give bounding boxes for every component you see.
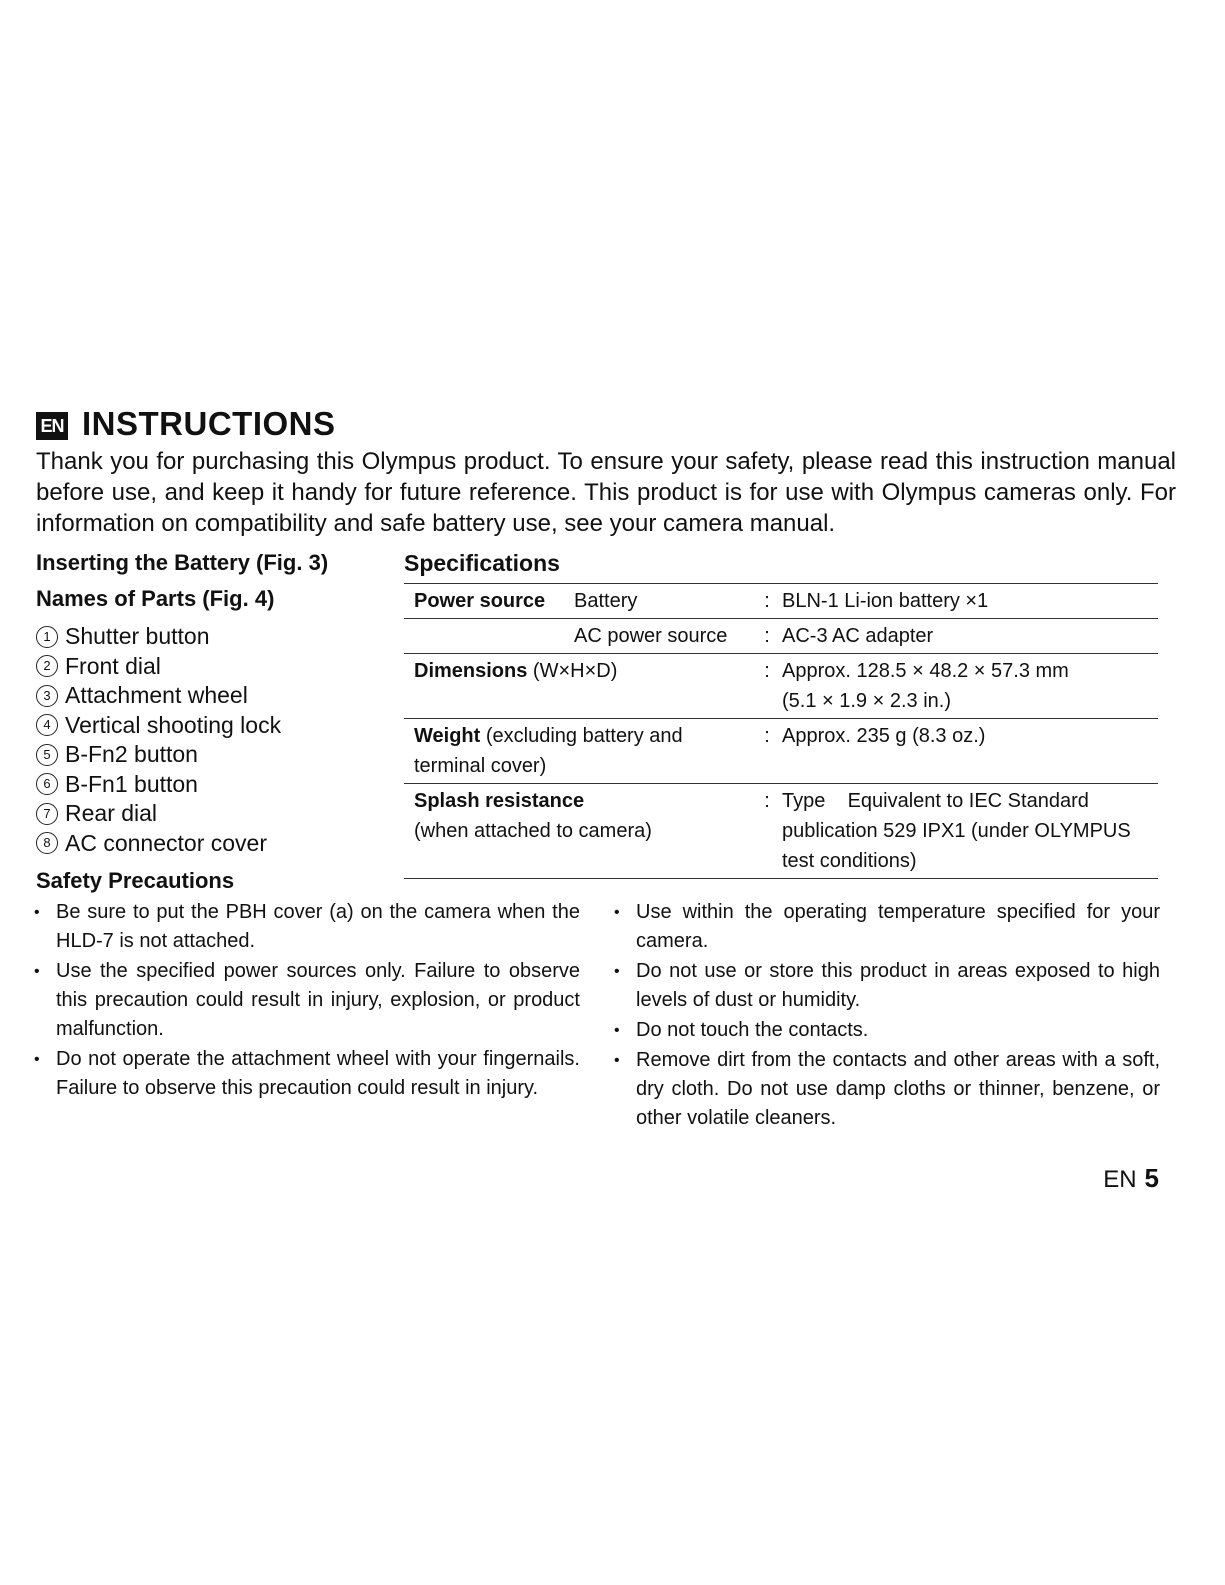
- list-item: • Do not touch the contacts.: [614, 1016, 1160, 1045]
- list-item: 1 Shutter button: [36, 622, 396, 652]
- intro-paragraph: Thank you for purchasing this Olympus product. To ensure your safety, please read this instruction manual before use, and keep it handy for future reference. This product is for use with Olympus cameras only. For information on compatibility and safe battery use, see your camera manual.: [36, 448, 1176, 537]
- specifications-section: [404, 550, 1158, 879]
- safety-list-right: [614, 898, 1160, 1134]
- number-7-icon: 7: [36, 803, 58, 825]
- inserting-battery-heading: Inserting the Battery (Fig. 3): [36, 550, 329, 575]
- page-title: INSTRUCTIONS: [82, 405, 336, 442]
- list-item: 5 B-Fn2 button: [36, 740, 396, 770]
- list-item: 7 Rear dial: [36, 799, 396, 829]
- names-of-parts-heading: Names of Parts (Fig. 4): [36, 586, 275, 611]
- table-row: AC power source : AC-3 AC adapter: [404, 619, 1158, 654]
- number-3-icon: 3: [36, 685, 58, 707]
- list-item: 6 B-Fn1 button: [36, 770, 396, 800]
- table-row: Splash resistance (when attached to camera) : Type Equivalent to IEC Standard publication 529 IPX1 (under OLYMPUS test conditions): [404, 784, 1158, 879]
- specifications-heading: Specifications: [404, 550, 560, 576]
- left-column: [36, 550, 396, 858]
- list-item: 3 Attachment wheel: [36, 681, 396, 711]
- intro-text: [36, 446, 1176, 539]
- list-item: 8 AC connector cover: [36, 829, 396, 859]
- footer-language: EN: [1103, 1166, 1137, 1193]
- safety-list-left: [34, 898, 580, 1104]
- number-4-icon: 4: [36, 714, 58, 736]
- list-item: • Do not operate the attachment wheel with your fingernails. Failure to observe this precaution could result in injury.: [34, 1045, 580, 1103]
- language-badge: EN: [36, 412, 68, 440]
- list-item: • Use within the operating temperature specified for your camera.: [614, 898, 1160, 956]
- number-8-icon: 8: [36, 832, 58, 854]
- page-number: 5: [1144, 1163, 1159, 1193]
- page-footer: [1103, 1163, 1159, 1194]
- table-row: Dimensions (W×H×D) : Approx. 128.5 × 48.2 × 57.3 mm (5.1 × 1.9 × 2.3 in.): [404, 654, 1158, 719]
- parts-list: [36, 622, 396, 858]
- list-item: • Use the specified power sources only. Failure to observe this precaution could result in injury, explosion, or product malfunction.: [34, 957, 580, 1044]
- number-1-icon: 1: [36, 626, 58, 648]
- specifications-table: [404, 583, 1158, 879]
- safety-precautions-heading: Safety Precautions: [36, 868, 235, 893]
- list-item: • Do not use or store this product in areas exposed to high levels of dust or humidity.: [614, 957, 1160, 1015]
- list-item: 4 Vertical shooting lock: [36, 711, 396, 741]
- number-2-icon: 2: [36, 655, 58, 677]
- table-row: Weight (excluding battery and terminal cover) : Approx. 235 g (8.3 oz.): [404, 719, 1158, 784]
- number-5-icon: 5: [36, 744, 58, 766]
- list-item: 2 Front dial: [36, 652, 396, 682]
- list-item: • Be sure to put the PBH cover (a) on the camera when the HLD-7 is not attached.: [34, 898, 580, 956]
- table-row: Power source Battery : BLN-1 Li-ion battery ×1: [404, 584, 1158, 619]
- number-6-icon: 6: [36, 773, 58, 795]
- list-item: • Remove dirt from the contacts and other areas with a soft, dry cloth. Do not use damp cloths or thinner, benzene, or other volatile cleaners.: [614, 1046, 1160, 1133]
